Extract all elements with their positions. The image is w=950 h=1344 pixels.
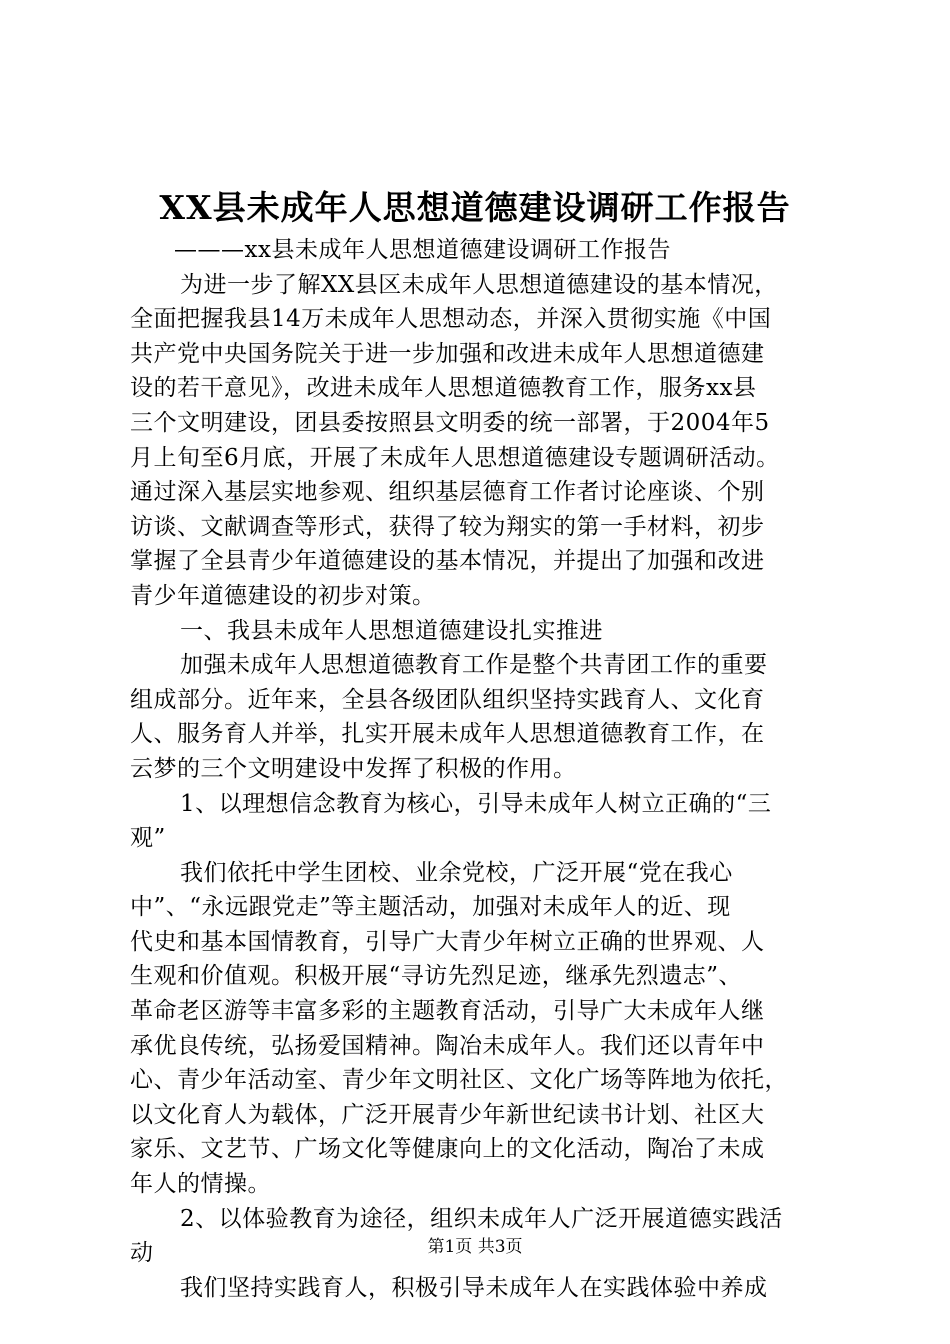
paragraph-line: 年人的情操。 (130, 1171, 271, 1198)
paragraph-line: 我们坚持实践育人，积极引导未成年人在实践体验中养成 (180, 1274, 768, 1301)
paragraph-line: 设的若干意见》，改进未成年人思想道德教育工作，服务xx县 (130, 375, 757, 402)
paragraph-line: 心、青少年活动室、青少年文明社区、文化广场等阵地为依托， (130, 1067, 788, 1094)
paragraph-line: 三个文明建设，团县委按照县文明委的统一部署，于2004年5 (130, 409, 770, 436)
subsection-heading: 2、以体验教育为途径，组织未成年人广泛开展道德实践活 (180, 1205, 783, 1232)
paragraph-line: 为进一步了解XX县区未成年人思想道德建设的基本情况， (180, 271, 778, 298)
paragraph-line: 人、服务育人并举，扎实开展未成年人思想道德教育工作，在 (130, 721, 765, 748)
paragraph-line: 云梦的三个文明建设中发挥了积极的作用。 (130, 755, 577, 782)
paragraph-line: 访谈、文献调查等形式，获得了较为翔实的第一手材料，初步 (130, 513, 765, 540)
paragraph-line: 全面把握我县14万未成年人思想动态，并深入贯彻实施《中国 (130, 306, 772, 333)
document-body (130, 233, 834, 1305)
paragraph-line: 家乐、文艺节、广场文化等健康向上的文化活动，陶冶了未成 (130, 1136, 765, 1163)
subsection-heading-cont: 观” (130, 825, 166, 852)
paragraph-line: 青少年道德建设的初步对策。 (130, 582, 436, 609)
paragraph-line: 革命老区游等丰富多彩的主题教育活动，引导广大未成年人继 (130, 998, 765, 1025)
paragraph-line: 掌握了全县青少年道德建设的基本情况，并提出了加强和改进 (130, 548, 765, 575)
subsection-heading-cont: 动 (130, 1240, 154, 1267)
page-footer: 第1页 共3页 (427, 1237, 523, 1257)
paragraph-line: 生观和价值观。积极开展“寻访先烈足迹，继承先烈遗志”、 (130, 963, 743, 990)
paragraph-line: 月上旬至6月底，开展了未成年人思想道德建设专题调研活动。 (130, 444, 780, 471)
paragraph-line: 共产党中央国务院关于进一步加强和改进未成年人思想道德建 (130, 340, 765, 367)
subtitle-line: ———xx县未成年人思想道德建设调研工作报告 (174, 237, 671, 263)
paragraph-line: 中”、“永远跟党走”等主题活动，加强对未成年人的近、现 (130, 894, 731, 921)
paragraph-line: 通过深入基层实地参观、组织基层德育工作者讨论座谈、个别 (130, 479, 765, 506)
paragraph-line: 我们依托中学生团校、业余党校，广泛开展“党在我心 (180, 859, 733, 886)
paragraph-line: 以文化育人为载体，广泛开展青少年新世纪读书计划、社区大 (130, 1101, 765, 1128)
section-heading: 一、我县未成年人思想道德建设扎实推进 (180, 617, 603, 644)
subsection-heading: 1、以理想信念教育为核心，引导未成年人树立正确的“三 (180, 790, 772, 817)
paragraph-line: 组成部分。近年来，全县各级团队组织坚持实践育人、文化育 (130, 686, 765, 713)
document-title: XX县未成年人思想道德建设调研工作报告 (159, 188, 791, 227)
paragraph-line: 代史和基本国情教育，引导广大青少年树立正确的世界观、人 (130, 928, 765, 955)
paragraph-line: 加强未成年人思想道德教育工作是整个共青团工作的重要 (180, 652, 768, 679)
paragraph-line: 承优良传统，弘扬爱国精神。陶冶未成年人。我们还以青年中 (130, 1032, 765, 1059)
